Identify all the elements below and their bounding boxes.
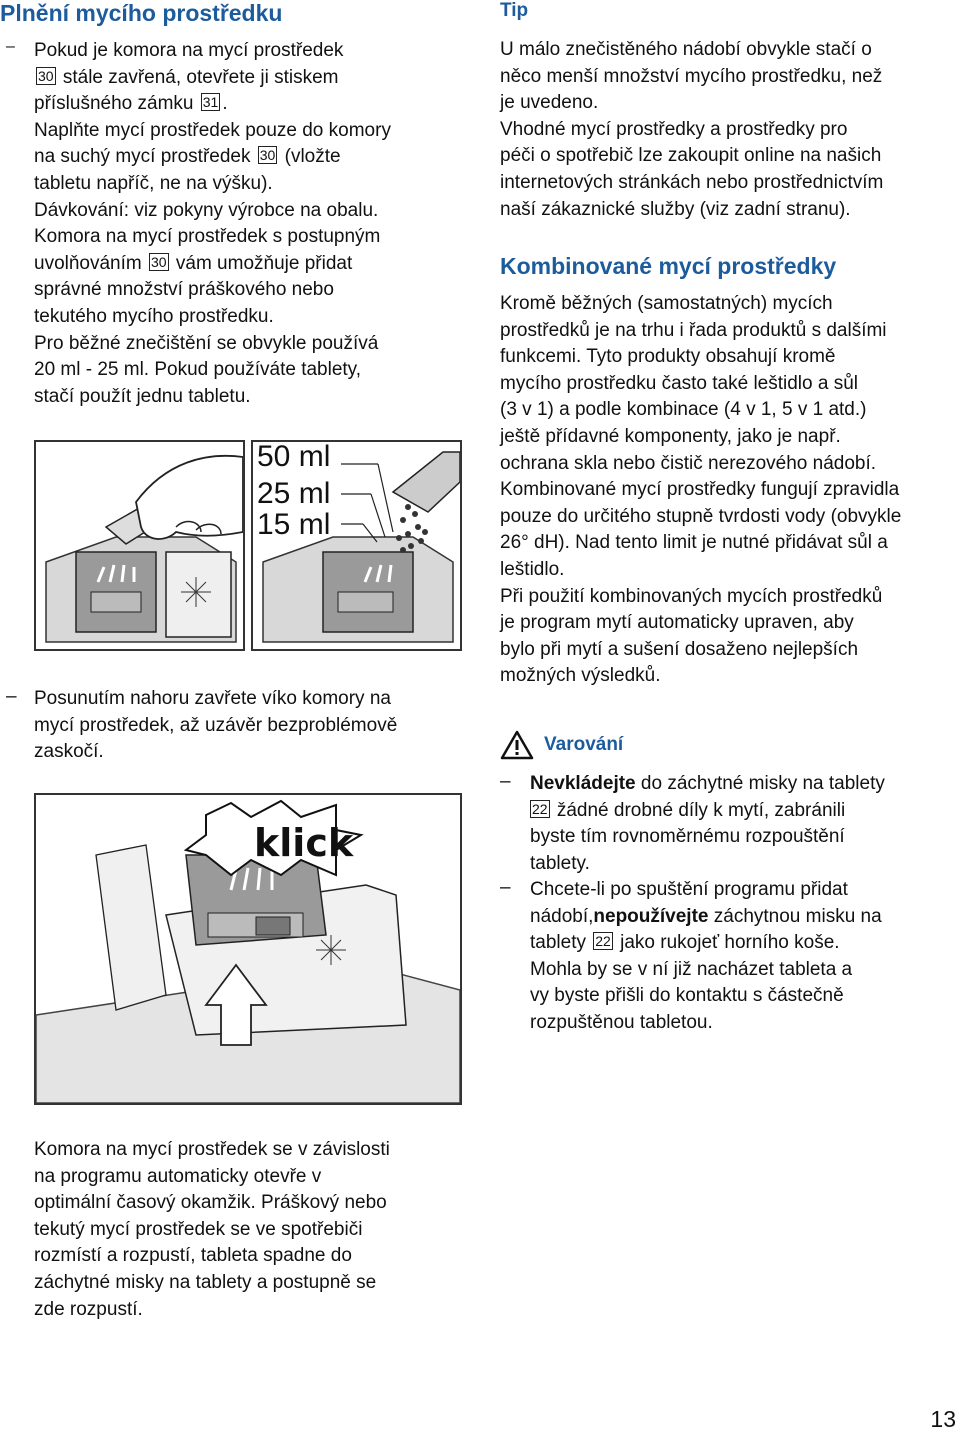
text-line: (3 v 1) a podle kombinace (4 v 1, 5 v 1 atd.) (500, 399, 867, 421)
dosing-drawing (253, 442, 460, 649)
warning-label: Varování (544, 734, 624, 755)
text-line: Vhodné mycí prostředky a prostředky pro (500, 118, 848, 140)
text-line: možných výsledků. (500, 665, 661, 687)
text-line: na programu automaticky otevře v (34, 1165, 322, 1187)
text-line: tablety (530, 932, 586, 954)
text-line: prostředků je na trhu i řada produktů s dalšími (500, 319, 887, 341)
text-line: něco menší množství mycího prostředku, než (500, 65, 883, 87)
text-line: (vložte (284, 146, 341, 168)
text-line: správné množství práškového nebo (34, 279, 334, 301)
combo-heading: Kombinované mycí prostředky (500, 253, 837, 279)
text-line: záchytnou misku na (708, 905, 882, 927)
text-line: péči o spotřebič lze zakoupit online na našich (500, 145, 882, 167)
text-line: do záchytné misky na tablety (635, 773, 885, 794)
dose-label-15: 15 ml (257, 508, 331, 541)
text-line: Chcete-li po spuštění programu přidat (530, 879, 848, 900)
text-line: mycí prostředek, až uzávěr bezproblémově (34, 714, 398, 736)
text-line: tekutý mycí prostředek se ve spotřebiči (34, 1218, 363, 1240)
warning-heading (500, 730, 623, 760)
text-line: zde rozpustí. (34, 1298, 143, 1320)
lid-closing-drawing (36, 795, 460, 1103)
text-line: Pokud je komora na mycí prostředek (34, 40, 344, 61)
auto-open-paragraph (34, 1137, 474, 1323)
ref-number-31: 31 (202, 94, 219, 111)
illustration-tablet-insert (34, 440, 245, 651)
tip-paragraph (500, 37, 955, 223)
text-line: naší zákaznické služby (viz zadní stranu). (500, 198, 851, 220)
text-line: Mohla by se v ní již nacházet tableta a (530, 958, 853, 980)
list-dash: – (500, 771, 511, 792)
text-line: Naplňte mycí prostředek pouze do komory (34, 119, 391, 141)
text-line: rozpuštěnou tabletou. (530, 1011, 713, 1033)
text-line: jako rukojeť horního koše. (620, 932, 840, 954)
text-line: Kromě běžných (samostatných) mycích (500, 293, 833, 314)
dose-label-50: 50 ml (257, 440, 331, 473)
warning-triangle-icon (500, 730, 534, 760)
tablet-insert-drawing (36, 442, 243, 649)
text-line: Komora na mycí prostředek se v závislosti (34, 1139, 390, 1160)
text-line: bylo při mytí a sušení dosaženo nejlepších (500, 638, 859, 660)
text-line: Komora na mycí prostředek s postupným (34, 226, 381, 248)
ref-number-22: 22 (532, 800, 548, 817)
text-line: byste tím rovnoměrnému rozpouštění (530, 826, 845, 848)
text-line: leštidlo. (500, 558, 565, 580)
ref-number-22: 22 (595, 933, 611, 950)
text-line: Kombinované mycí prostředky fungují zpravidla (500, 479, 900, 501)
section-title: Plnění mycího prostředku (0, 0, 283, 26)
text-line: optimální časový okamžik. Práškový nebo (34, 1192, 387, 1214)
text-line: na suchý mycí prostředek (34, 146, 251, 168)
text-line: funkcemi. Tyto produkty obsahují kromě (500, 346, 836, 368)
klick-label: klick (254, 821, 354, 865)
text-line: vám umožňuje přidat (175, 252, 353, 274)
text-line: příslušného zámku (34, 93, 194, 115)
text-line: Pro běžné znečištění se obvykle používá (34, 332, 379, 354)
text-line: je program mytí automaticky upraven, aby (500, 612, 854, 634)
text-line: internetových stránkách nebo prostřednictvím (500, 171, 884, 193)
text-line: . (222, 93, 228, 115)
emphasis-text: Nevkládejte (530, 773, 636, 794)
text-line: 20 ml - 25 ml. Pokud používáte tablety, (34, 359, 362, 381)
text-line: mycího prostředku často také leštidlo a sůl (500, 372, 859, 394)
text-line: žádné drobné díly k mytí, zabránili (556, 799, 846, 821)
text-line: záchytné misky na tablety a postupně se (34, 1271, 377, 1293)
text-line: stačí použít jednu tabletu. (34, 385, 251, 407)
text-line: U málo znečistěného nádobí obvykle stačí o (500, 39, 872, 60)
ref-number-30: 30 (259, 147, 276, 164)
list-dash: – (6, 38, 15, 55)
text-line: ochrana skla nebo čistič nerezového nádobí. (500, 452, 877, 474)
text-line: Posunutím nahoru zavřete víko komory na (34, 688, 391, 709)
dose-label-25: 25 ml (257, 477, 331, 510)
list-dash: – (500, 877, 511, 898)
text-line: zaskočí. (34, 741, 104, 763)
text-line: vy byste přišli do kontaktu s částečně (530, 985, 844, 1007)
text-line: rozmístí a rozpustí, tableta spadne do (34, 1245, 352, 1267)
text-line: uvolňováním (34, 252, 142, 274)
text-line: pouze do určitého stupně tvrdosti vody (obvykle (500, 505, 902, 527)
illustration-lid-klick (34, 793, 462, 1105)
text-line: Dávkování: viz pokyny výrobce na obalu. (34, 199, 379, 221)
ref-number-30: 30 (151, 253, 167, 270)
text-line: tabletu napříč, ne na výšku). (34, 172, 273, 194)
emphasis-text: nepoužívejte (593, 905, 709, 927)
text-line: tablety. (530, 852, 590, 874)
list-dash: – (6, 686, 17, 707)
text-line: ještě přídavné komponenty, jako je např. (500, 425, 841, 447)
illustration-dosing-levels (251, 440, 462, 651)
text-line: nádobí, (530, 905, 594, 927)
text-line: tekutého mycího prostředku. (34, 305, 274, 327)
page-number: 13 (930, 1406, 956, 1432)
ref-number-30: 30 (38, 67, 54, 84)
text-line: Při použití kombinovaných mycích prostředků (500, 585, 883, 607)
text-line: stále zavřená, otevřete ji stiskem (62, 66, 339, 88)
combo-paragraph (500, 291, 955, 690)
text-line: 26° dH). Nad tento limit je nutné přidávat sůl a (500, 532, 888, 554)
tip-label: Tip (500, 0, 529, 21)
text-line: je uvedeno. (500, 92, 599, 114)
